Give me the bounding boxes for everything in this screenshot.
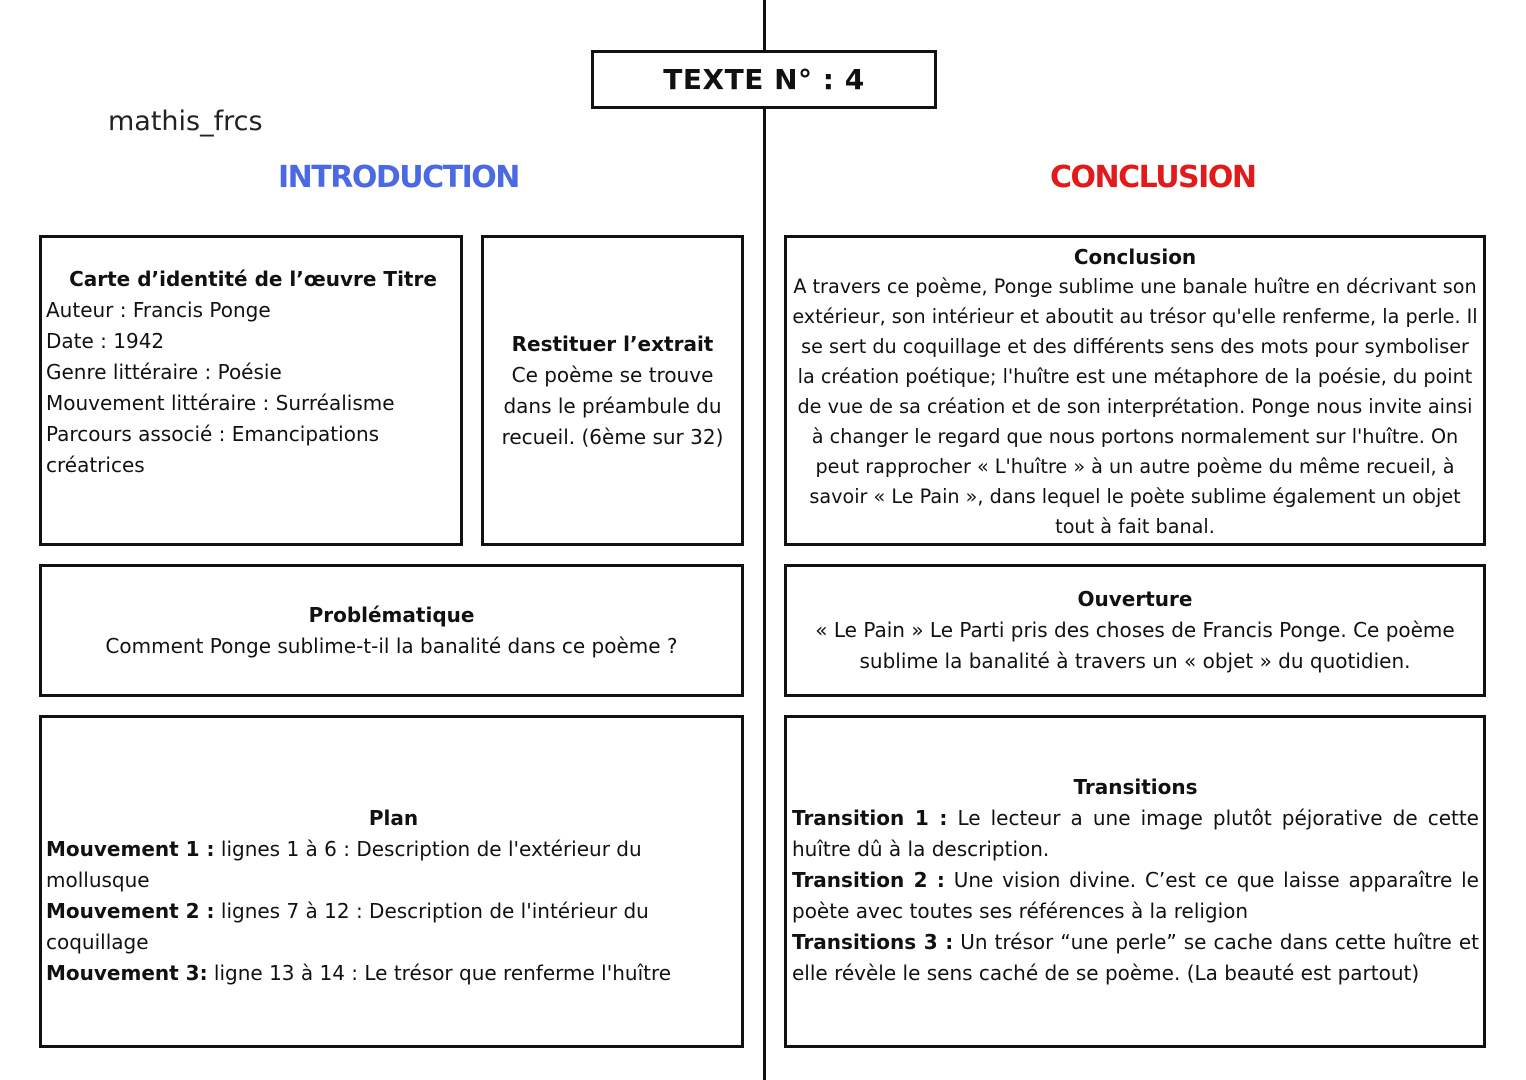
problematique-box <box>39 564 744 697</box>
ouverture-box <box>784 564 1486 697</box>
conclusion-heading: CONCLUSION <box>1050 160 1256 195</box>
plan-item: Mouvement 1 : lignes 1 à 6 : Description de l'extérieur du mollusque <box>46 837 642 892</box>
extract-box <box>481 235 744 546</box>
ouverture-text: « Le Pain » Le Parti pris des choses de Francis Ponge. Ce poème sublime la banalité à travers un « objet » du quotidien. <box>815 618 1455 673</box>
transitions-box <box>784 715 1486 1048</box>
extract-text: Ce poème se trouve dans le préambule du recueil. (6ème sur 32) <box>501 362 724 449</box>
identity-line: Parcours associé : Emancipations créatrices <box>46 422 380 477</box>
author-handle: mathis_frcs <box>108 106 263 137</box>
identity-line: Auteur : Francis Ponge <box>46 298 271 322</box>
page-title: TEXTE N° : 4 <box>591 50 937 109</box>
conclusion-text: A travers ce poème, Ponge sublime une banale huître en décrivant son extérieur, son intérieur et aboutit au trésor qu'elle renferme, la perle. Il se sert du coquillage et des différents sens des mots pour symboliser la création poétique; l'huître est une métaphore de la poésie, du point de vue de sa création et de son interprétation. Ponge nous invite ainsi à changer le regard que nous portons normalement sur l'huître. On peut rapprocher « L'huître » à un autre poème du même recueil, à savoir « Le Pain », dans lequel le poète sublime également un objet tout à fait banal. <box>792 275 1478 538</box>
ouverture-heading: Ouverture <box>1077 587 1193 611</box>
plan-item: Mouvement 2 : lignes 7 à 12 : Description de l'intérieur du coquillage <box>46 899 649 954</box>
problematique-text: Comment Ponge sublime-t-il la banalité dans ce poème ? <box>105 633 678 658</box>
identity-line: Date : 1942 <box>46 329 165 353</box>
problematique-heading: Problématique <box>308 602 475 627</box>
introduction-heading: INTRODUCTION <box>278 160 519 195</box>
plan-heading: Plan <box>368 806 419 830</box>
transitions-heading: Transitions <box>1073 775 1198 799</box>
transition-item: Transition 2 : Une vision divine. C’est ce que laisse apparaître le poète avec toutes ses références à la religion <box>792 868 1479 923</box>
conclusion-box-heading: Conclusion <box>1073 245 1197 269</box>
identity-line: Mouvement littéraire : Surréalisme <box>46 391 395 415</box>
conclusion-box <box>784 235 1486 546</box>
transition-item: Transition 1 : Le lecteur a une image plutôt péjorative de cette huître dû à la description. <box>792 806 1479 861</box>
transition-item: Transitions 3 : Un trésor “une perle” se cache dans cette huître et elle révèle le sens caché de se poème. (La beauté est partout) <box>792 930 1479 985</box>
identity-card-box <box>39 235 463 546</box>
plan-item: Mouvement 3: ligne 13 à 14 : Le trésor que renferme l'huître <box>46 961 672 985</box>
identity-card-heading: Carte d’identité de l’œuvre Titre <box>69 267 437 291</box>
plan-box <box>39 715 744 1048</box>
center-divider <box>763 0 766 1080</box>
extract-heading: Restituer l’extrait <box>511 331 714 356</box>
identity-line: Genre littéraire : Poésie <box>46 360 282 384</box>
